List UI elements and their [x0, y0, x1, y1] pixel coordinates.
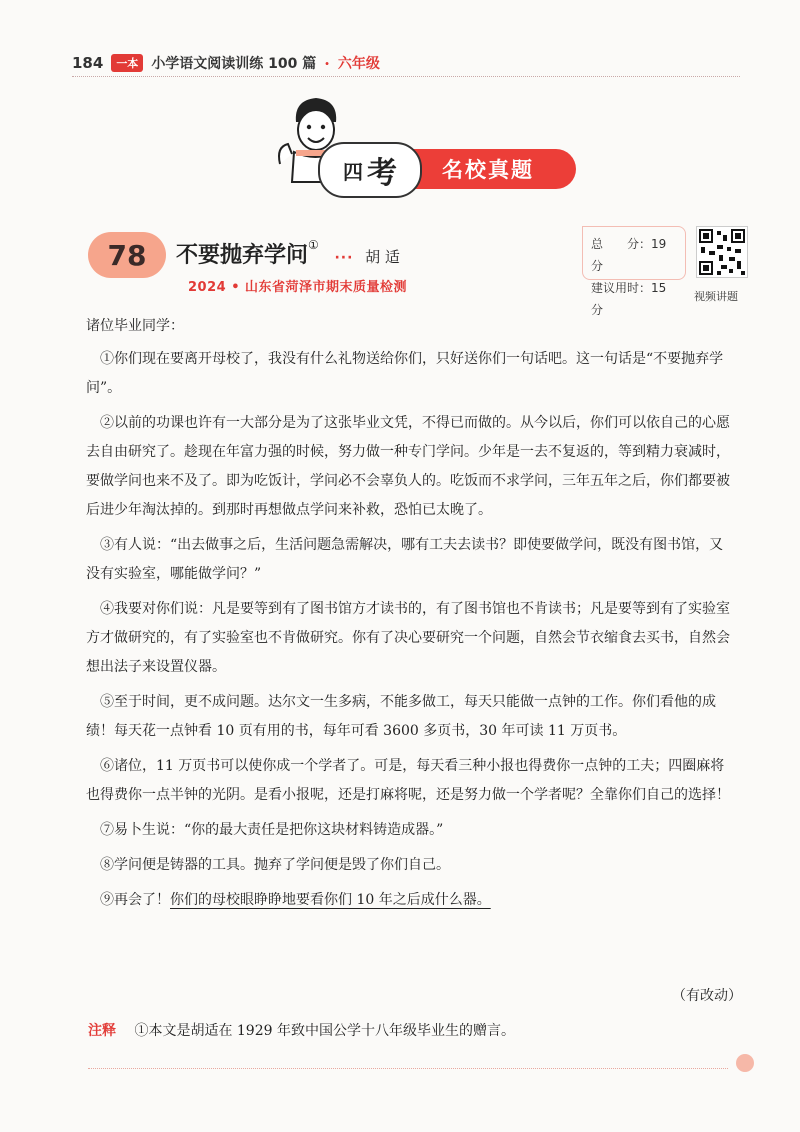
banner-number: 四	[343, 159, 363, 184]
qr-code-icon[interactable]	[696, 226, 748, 278]
article-number-badge	[88, 232, 166, 278]
modified-note: （有改动）	[672, 988, 742, 1004]
banner-kao: 考	[367, 156, 397, 191]
banner-label: 名校真题	[400, 149, 576, 189]
title-separator: ·	[324, 53, 330, 73]
book-title: 小学语文阅读训练 100 篇	[151, 56, 317, 72]
article-heading	[176, 238, 400, 269]
title-note-mark: ①	[308, 238, 319, 252]
series-badge: 一本	[111, 54, 143, 72]
article-title: 不要抛弃学问	[176, 243, 309, 268]
paragraph-5: ⑤至于时间，更不成问题。达尔文一生多病，不能多做工，每天只能做一点钟的工作。你们看他的成绩！每天花一点钟看 10 页有用的书，每年可看 3600 多页书，30 年可读 11 万页书。	[86, 694, 716, 739]
paragraph-9-lead: ⑨再会了！	[100, 892, 170, 908]
footnote-text: ①本文是胡适在 1929 年致中国公学十八年级毕业生的赠言。	[134, 1023, 515, 1039]
total-score: 总 分：19 分	[591, 237, 667, 273]
paragraph-3: ③有人说：“出去做事之后，生活问题急需解决，哪有工夫去读书？即使要做学问，既没有图书馆，又没有实验室，哪能做学问？”	[86, 537, 724, 582]
paragraph-9	[86, 886, 734, 915]
article-number: 78	[107, 238, 147, 272]
title-dots: ···	[334, 250, 354, 266]
footer-divider	[88, 1068, 728, 1069]
corner-logo-icon	[736, 1054, 754, 1072]
salutation: 诸位毕业同学：	[86, 318, 184, 334]
paragraph-1: ①你们现在要离开母校了，我没有什么礼物送给你们，只好送你们一句话吧。这一句话是“不要抛弃学问”。	[86, 351, 724, 396]
paragraph-6: ⑥诸位，11 万页书可以使你成一个学者了。可是，每天看三种小报也得费你一点钟的工夫；四圈麻将也得费你一点半钟的光阴。是看小报呢，还是打麻将呢，还是努力做一个学者呢？全靠你们自己的选择！	[86, 758, 730, 803]
header-divider	[72, 76, 740, 77]
qr-label: 视频讲题	[694, 290, 738, 303]
footnote-label: 注释	[88, 1023, 116, 1039]
banner-badge	[318, 142, 422, 198]
article-author: 胡 适	[365, 248, 400, 266]
score-box	[582, 226, 686, 317]
article-body	[86, 312, 734, 921]
grade-label: 六年级	[337, 56, 380, 72]
suggested-time: 建议用时：15 分	[591, 281, 667, 317]
paragraph-8: ⑧学问便是铸器的工具。抛弃了学问便是毁了你们自己。	[100, 857, 450, 873]
paragraph-9-underlined: 你们的母校眼睁睁地要看你们 10 年之后成什么器。	[170, 892, 491, 908]
paragraph-4: ④我要对你们说：凡是要等到有了图书馆方才读书的，有了图书馆也不肯读书；凡是要等到有了实验室方才做研究的，有了实验室也不肯做研究。你有了决心要研究一个问题，自然会节衣缩食去买书，自然会想出法子来设置仪器。	[86, 601, 730, 675]
paragraph-2: ②以前的功课也许有一大部分是为了这张毕业文凭，不得已而做的。从今以后，你们可以依自己的心愿去自由研究了。趁现在年富力强的时候，努力做一种专门学问。少年是一去不复返的，等到精力衰减时，要做学问也来不及了。即为吃饭计，学问必不会辜负人的。吃饭而不求学问，三年五年之后，你们都要被后进少年淘汰掉的。到那时再想做点学问来补救，恐怕已太晚了。	[86, 415, 730, 518]
footnote	[88, 1020, 515, 1040]
page-header	[72, 52, 380, 74]
article-source: 2024 • 山东省菏泽市期末质量检测	[188, 280, 408, 295]
paragraph-7: ⑦易卜生说：“你的最大责任是把你这块材料铸造成器。”	[100, 822, 444, 838]
page-number: 184	[72, 54, 104, 72]
